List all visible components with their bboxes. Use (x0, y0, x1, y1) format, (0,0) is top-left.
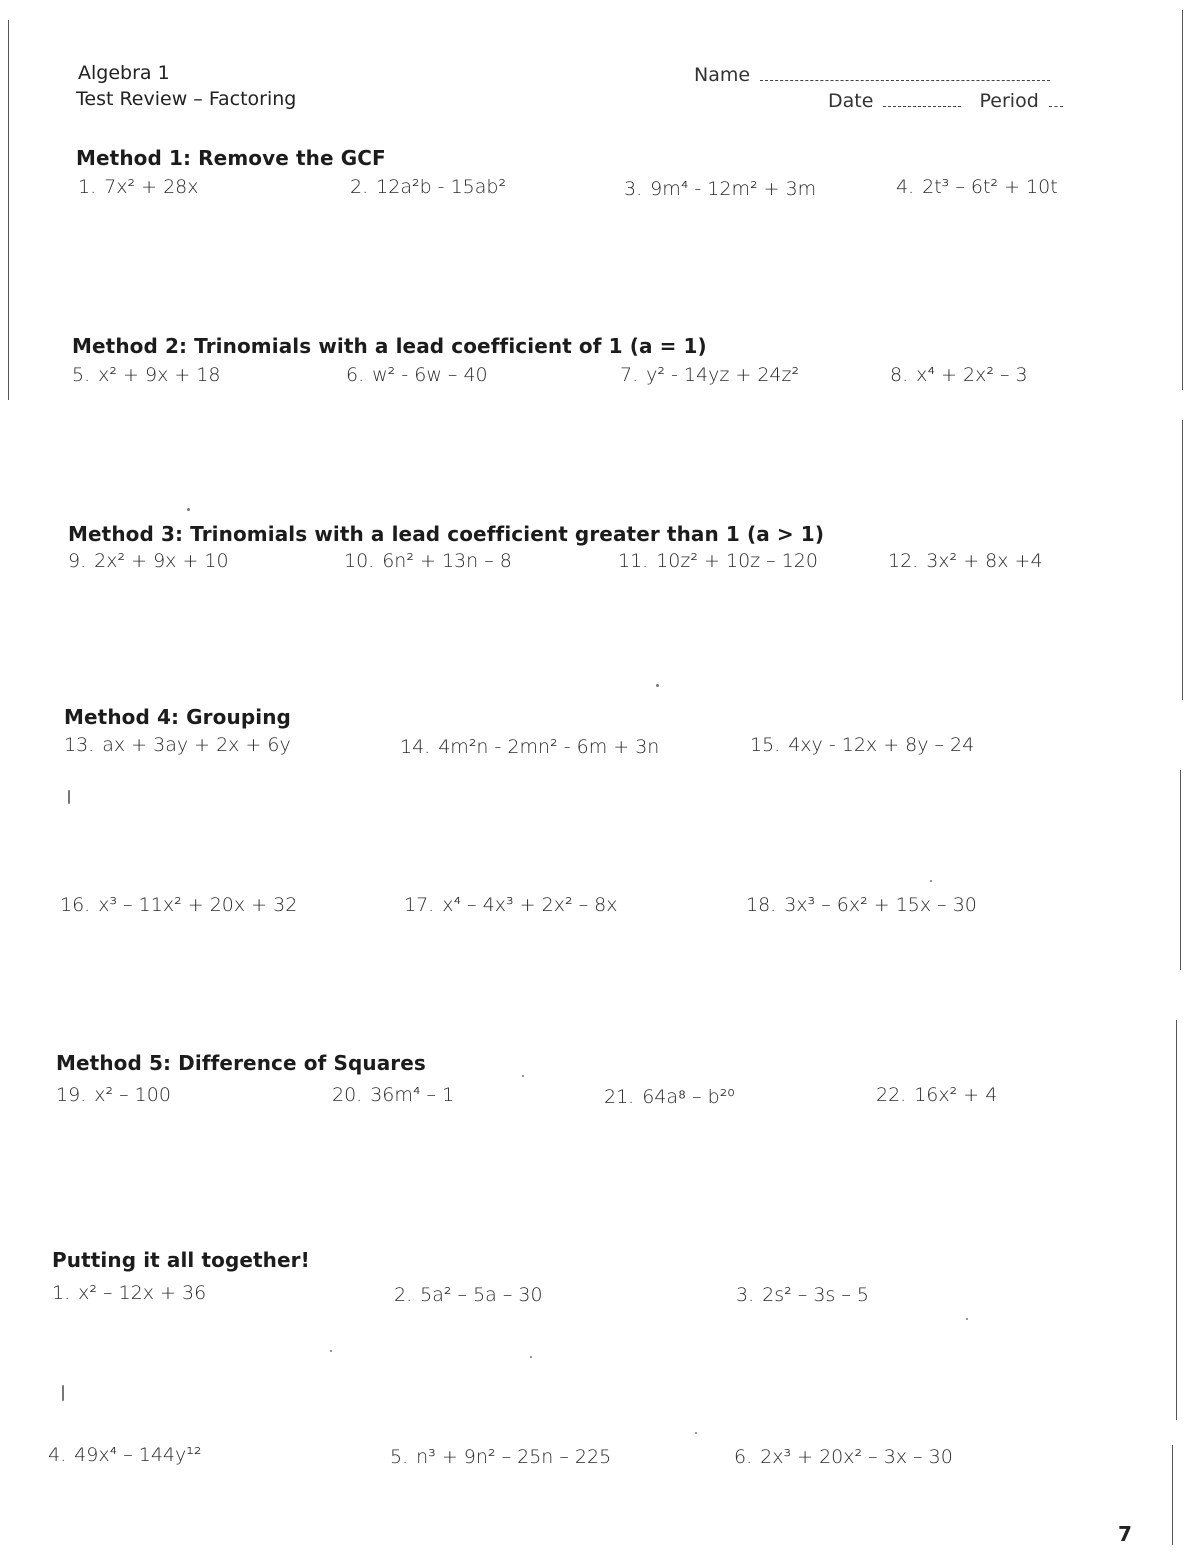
problem-expression: 10z² + 10z – 120 (656, 550, 818, 572)
problem-expression: 6n² + 13n – 8 (382, 550, 512, 572)
date-blank[interactable] (883, 92, 961, 107)
scan-speck (62, 1385, 64, 1401)
scan-margin-line-right-1 (1182, 10, 1183, 390)
problem-expression: 49x⁴ – 144y¹² (74, 1444, 202, 1466)
problem-expression: 2s² – 3s – 5 (762, 1284, 869, 1306)
problem-expression: 7x² + 28x (104, 176, 199, 198)
problem-1 (78, 176, 199, 198)
scan-speck (330, 1350, 332, 1352)
problem-expression: 2x² + 9x + 10 (94, 550, 229, 572)
problem-17 (404, 894, 617, 916)
scan-speck (530, 1356, 532, 1358)
problem-number: 1. (52, 1282, 71, 1304)
problem-expression: 5a² – 5a – 30 (420, 1284, 543, 1306)
problem-expression: x⁴ – 4x³ + 2x² – 8x (442, 894, 618, 916)
problem-number: 8. (890, 364, 909, 386)
name-field (694, 64, 1050, 86)
problem-number: 17. (404, 894, 435, 916)
course-title: Algebra 1 (78, 62, 170, 84)
problem-4 (896, 176, 1058, 198)
scan-speck (930, 880, 932, 882)
problem-13 (64, 734, 291, 756)
name-label: Name (694, 64, 751, 86)
problem-14 (400, 736, 659, 758)
page-number: 7 (1118, 1522, 1132, 1546)
problem-number: 6. (734, 1446, 753, 1468)
period-label: Period (979, 90, 1039, 112)
period-blank[interactable] (1049, 92, 1063, 107)
section-title-method-2: Method 2: Trinomials with a lead coefficient of 1 (a = 1) (72, 334, 707, 358)
problem-19 (56, 1084, 171, 1106)
problem-number: 10. (344, 550, 375, 572)
problem-number: 2. (350, 176, 369, 198)
problem-9 (68, 550, 229, 572)
problem-expression: n³ + 9n² – 25n – 225 (416, 1446, 612, 1468)
section-title-putting-it-all-together: Putting it all together! (52, 1248, 310, 1272)
problem-16 (60, 894, 297, 916)
problem-number: 4. (896, 176, 915, 198)
problem-expression: 3x² + 8x +4 (926, 550, 1043, 572)
problem-expression: y² - 14yz + 24z² (646, 364, 800, 386)
problem-number: 20. (332, 1084, 363, 1106)
scan-margin-line-right-2 (1182, 420, 1183, 700)
problem-expression: 4m²n - 2mn² - 6m + 3n (438, 736, 660, 758)
problem-number: 5. (72, 364, 91, 386)
problem-number: 4. (48, 1444, 67, 1466)
problem-expression: 3x³ – 6x² + 15x – 30 (784, 894, 977, 916)
date-period-field (828, 90, 1063, 112)
review-problem-4 (48, 1444, 202, 1466)
scan-margin-line-right-3 (1180, 770, 1181, 970)
problem-expression: 2x³ + 20x² – 3x – 30 (760, 1446, 953, 1468)
name-blank[interactable] (760, 66, 1050, 81)
section-title-method-1: Method 1: Remove the GCF (76, 146, 386, 170)
problem-number: 12. (888, 550, 919, 572)
scan-speck (68, 790, 70, 804)
scan-margin-line-left (8, 20, 9, 400)
review-problem-3 (736, 1284, 869, 1306)
worksheet-subtitle: Test Review – Factoring (76, 88, 297, 110)
problem-expression: x³ – 11x² + 20x + 32 (98, 894, 298, 916)
problem-expression: 9m⁴ - 12m² + 3m (650, 178, 817, 200)
problem-expression: 2t³ – 6t² + 10t (922, 176, 1058, 198)
problem-18 (746, 894, 977, 916)
problem-20 (332, 1084, 454, 1106)
review-problem-1 (52, 1282, 206, 1304)
problem-expression: 4xy - 12x + 8y – 24 (788, 734, 975, 756)
problem-expression: ax + 3ay + 2x + 6y (102, 734, 291, 756)
section-title-method-4: Method 4: Grouping (64, 705, 291, 729)
review-problem-2 (394, 1284, 543, 1306)
section-title-method-3: Method 3: Trinomials with a lead coefficient greater than 1 (a > 1) (68, 522, 825, 546)
problem-22 (876, 1084, 997, 1106)
scan-speck (966, 1318, 968, 1320)
problem-number: 18. (746, 894, 777, 916)
scan-speck (522, 1075, 524, 1077)
problem-expression: 16x² + 4 (914, 1084, 998, 1106)
scan-margin-line-right-5 (1172, 1445, 1173, 1545)
problem-number: 1. (78, 176, 97, 198)
problem-expression: x² + 9x + 18 (98, 364, 221, 386)
review-problem-6 (734, 1446, 953, 1468)
problem-7 (620, 364, 799, 386)
problem-2 (350, 176, 506, 198)
problem-5 (72, 364, 221, 386)
problem-11 (618, 550, 818, 572)
scan-speck (695, 1432, 697, 1434)
problem-expression: x² – 12x + 36 (78, 1282, 207, 1304)
scan-speck (187, 508, 190, 511)
problem-number: 19. (56, 1084, 87, 1106)
problem-number: 13. (64, 734, 95, 756)
problem-12 (888, 550, 1043, 572)
problem-expression: x⁴ + 2x² – 3 (916, 364, 1028, 386)
problem-number: 16. (60, 894, 91, 916)
problem-number: 14. (400, 736, 431, 758)
problem-10 (344, 550, 512, 572)
problem-number: 6. (346, 364, 365, 386)
problem-number: 5. (390, 1446, 409, 1468)
problem-expression: 36m⁴ – 1 (370, 1084, 455, 1106)
problem-3 (624, 178, 816, 200)
problem-number: 3. (736, 1284, 755, 1306)
date-label: Date (828, 90, 874, 112)
scan-margin-line-right-4 (1176, 1020, 1177, 1420)
problem-number: 2. (394, 1284, 413, 1306)
problem-number: 15. (750, 734, 781, 756)
problem-number: 3. (624, 178, 643, 200)
problem-expression: 64a⁸ – b²⁰ (642, 1086, 735, 1108)
problem-6 (346, 364, 488, 386)
problem-number: 11. (618, 550, 649, 572)
problem-15 (750, 734, 974, 756)
problem-expression: 12a²b - 15ab² (376, 176, 507, 198)
problem-number: 22. (876, 1084, 907, 1106)
problem-expression: x² – 100 (94, 1084, 171, 1106)
review-problem-5 (390, 1446, 611, 1468)
problem-number: 21. (604, 1086, 635, 1108)
problem-8 (890, 364, 1028, 386)
problem-21 (604, 1086, 735, 1109)
section-title-method-5: Method 5: Difference of Squares (56, 1051, 426, 1075)
problem-number: 7. (620, 364, 639, 386)
problem-number: 9. (68, 550, 87, 572)
scan-speck (656, 684, 659, 687)
problem-expression: w² - 6w – 40 (372, 364, 488, 386)
